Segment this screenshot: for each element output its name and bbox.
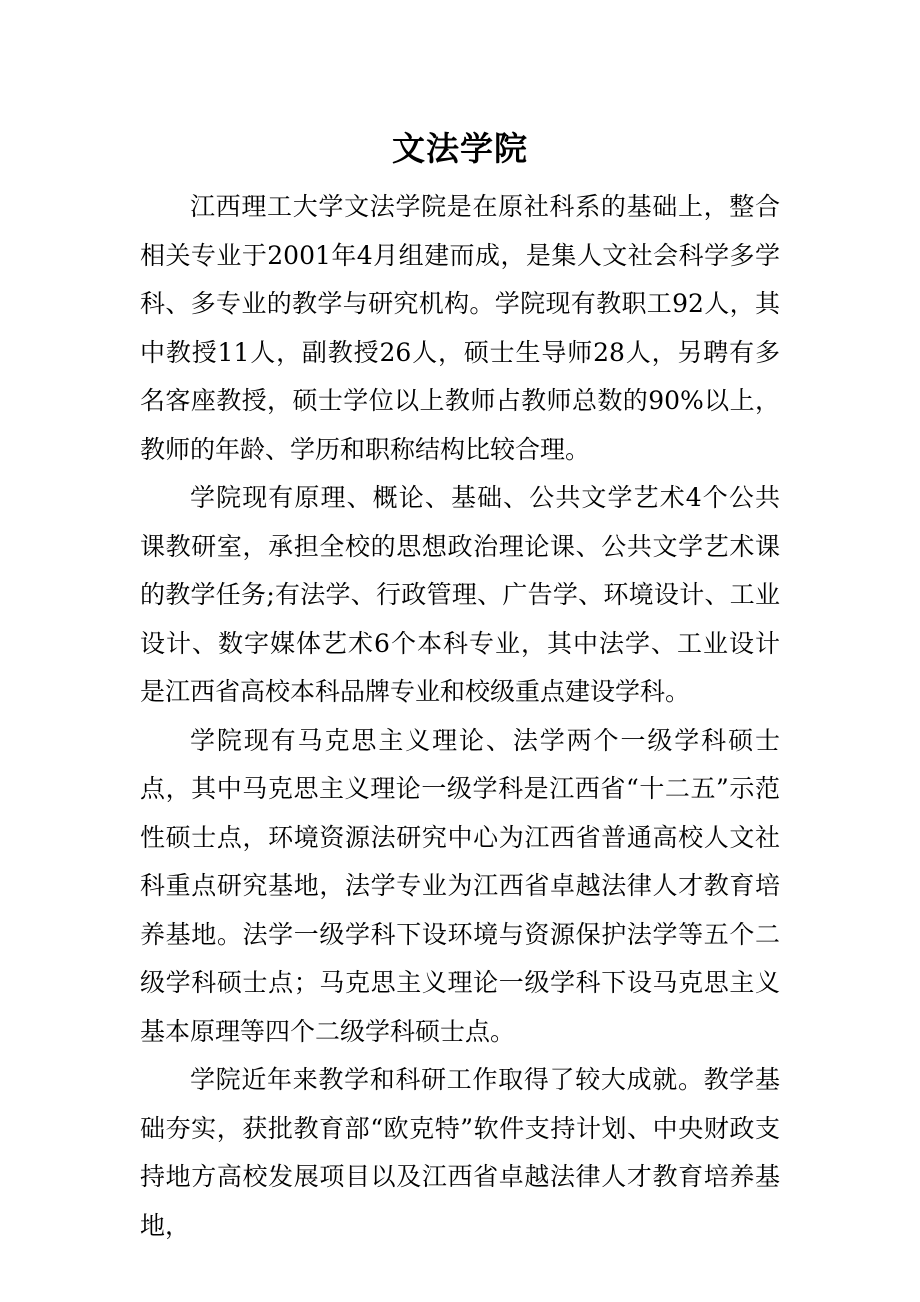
document-body (140, 183, 780, 1250)
paragraph-1: 江西理工大学文法学院是在原社科系的基础上，整合相关专业于2001年4月组建而成，是集人文社会科学多学科、多专业的教学与研究机构。学院现有教职工92人，其中教授11人，副教授26人，硕士生导师28人，另聘有多名客座教授，硕士学位以上教师占教师总数的90%以上，教师的年龄、学历和职称结构比较合理。 (140, 192, 780, 464)
paragraph-3: 学院现有马克思主义理论、法学两个一级学科硕士点，其中马克思主义理论一级学科是江西省“十二五”示范性硕士点，环境资源法研究中心为江西省普通高校人文社科重点研究基地，法学专业为江西省卓越法律人才教育培养基地。法学一级学科下设环境与资源保护法学等五个二级学科硕士点；马克思主义理论一级学科下设马克思主义基本原理等四个二级学科硕士点。 (140, 725, 780, 1046)
document-title: 文法学院 (392, 129, 528, 168)
paragraph-4: 学院近年来教学和科研工作取得了较大成就。教学基础夯实，获批教育部“欧克特”软件支持计划、中央财政支持地方高校发展项目以及江西省卓越法律人才教育培养基地， (140, 1065, 780, 1240)
paragraph-2: 学院现有原理、概论、基础、公共文学艺术4个公共课教研室，承担全校的思想政治理论课、公共文学艺术课的教学任务;有法学、行政管理、广告学、环境设计、工业设计、数字媒体艺术6个本科专业，其中法学、工业设计是江西省高校本科品牌专业和校级重点建设学科。 (140, 483, 780, 706)
